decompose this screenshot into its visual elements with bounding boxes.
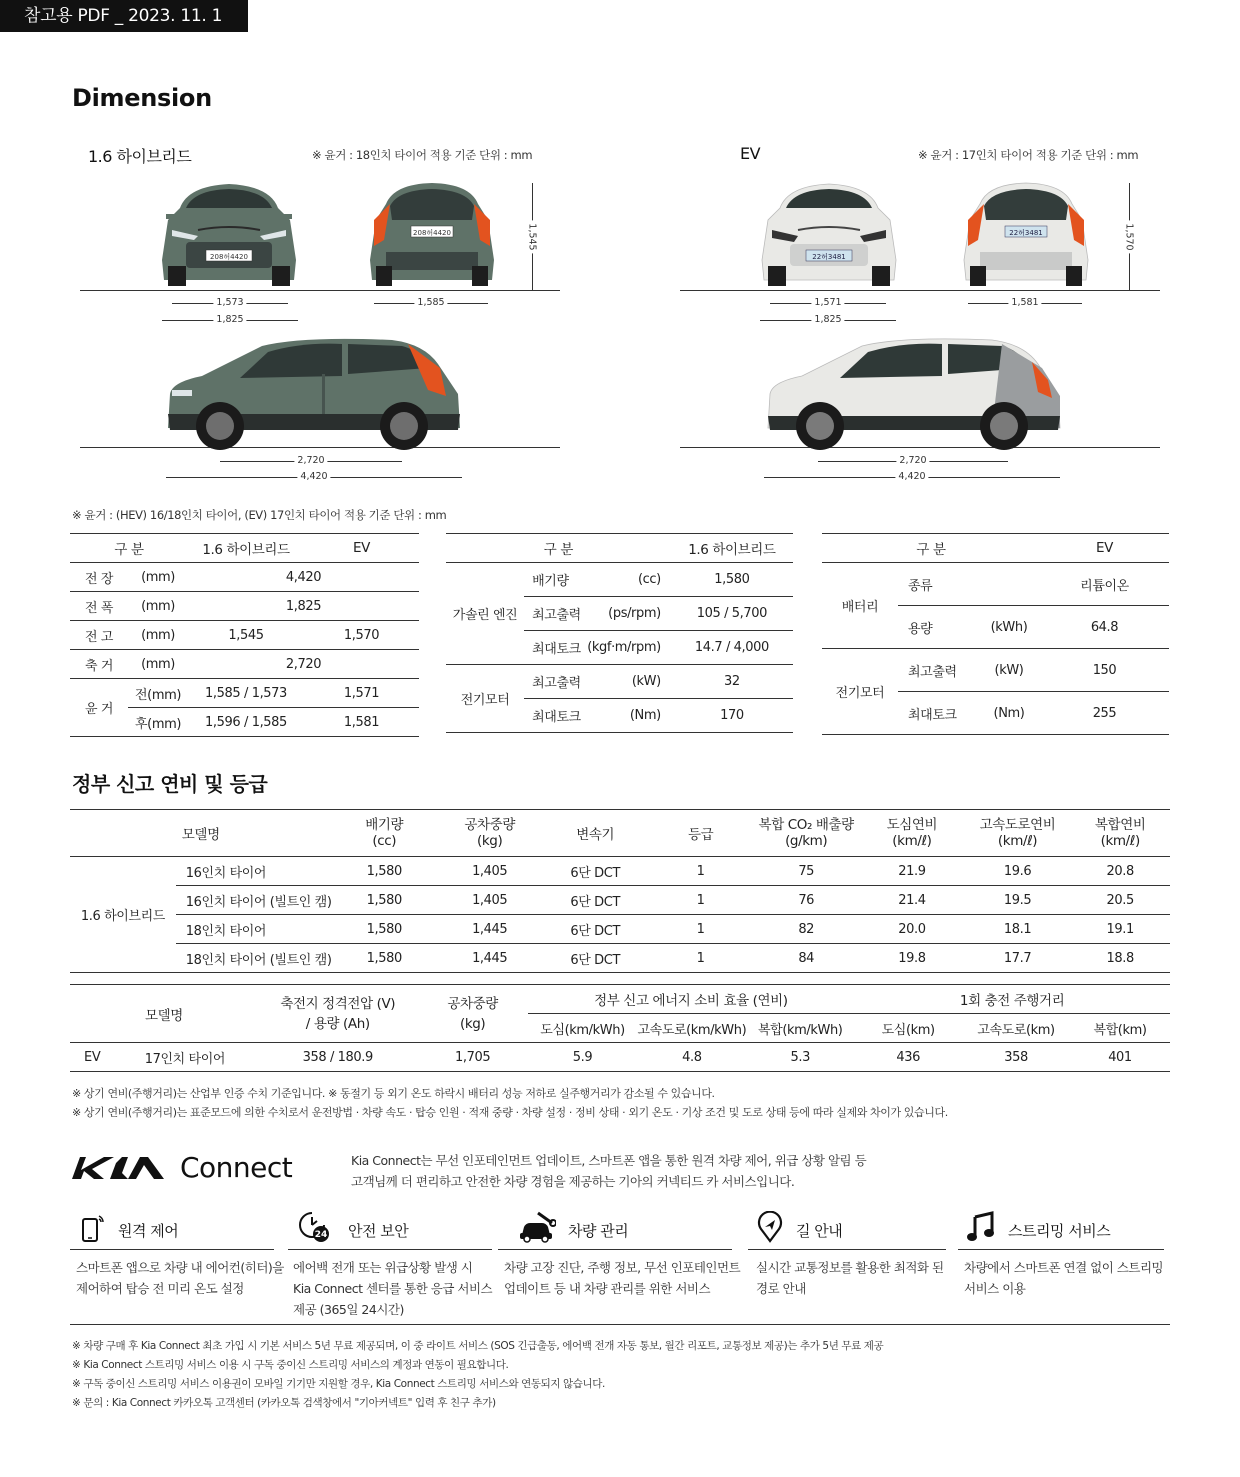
hybrid-front-ground-line <box>80 290 560 291</box>
service-desc-safety: 에어백 전개 또는 위급상황 발생 시 Kia Connect 센터를 통한 응급 서비스 제공 (365일 24시간) <box>293 1260 493 1317</box>
fuel-efficiency-title: 정부 신고 연비 및 등급 <box>72 772 268 796</box>
hybrid-front-plate: 208허4420 <box>210 253 248 261</box>
reference-pdf-badge: 참고용 PDF _ 2023. 11. 1 <box>0 0 248 32</box>
hybrid-wheelbase-dimension: 2,720 <box>220 456 402 466</box>
service-divider <box>498 1249 732 1250</box>
music-note-icon <box>966 1211 996 1243</box>
ev-label: EV <box>740 144 761 163</box>
service-title-vehicle: 차량 관리 <box>568 1222 629 1240</box>
connect-footnote-3: ※ 구독 중이신 스트리밍 서비스 이용권이 모바일 기기만 지원할 경우, Kia Connect 스트리밍 서비스와 연동되지 않습니다. <box>72 1378 605 1390</box>
hybrid-height-dimension: 1,545 <box>527 183 537 290</box>
connect-logo-text: Connect <box>180 1151 293 1184</box>
connect-footnote-4: ※ 문의 : Kia Connect 카카오톡 고객센터 (카카오톡 검색창에서 "기아커넥트" 입력 후 친구 추가) <box>72 1397 496 1409</box>
ev-efficiency-table: 모델명 축전지 정격전압 (V) / 용량 (Ah) 공차중량 (kg) 정부 신고 에너지 소비 효율 (연비) 1회 충전 주행거리 도심(km/kWh) 고속도로(km/kWh) 복합(km/kWh) 도심(km) 고속도로(km) 복합(km) EV 17인치 타이어 358 / 180.9 1,705 5.9 4.8 5.3 436 358 401 <box>70 984 1170 1072</box>
ev-length-dimension: 4,420 <box>764 472 1060 482</box>
service-divider <box>70 1249 274 1250</box>
ev-front-track-dimension: 1,571 <box>770 298 886 308</box>
service-divider <box>958 1249 1164 1250</box>
service-title-remote: 원격 제어 <box>118 1222 179 1240</box>
service-divider <box>288 1249 492 1250</box>
hybrid-front-view-image <box>158 180 300 290</box>
ev-powertrain-table: 구 분 EV 배터리 종류 리튬이온 용량 (kWh) 64.8 전기모터 최고출력 (kW) 150 최대토크 (Nm) 255 <box>822 533 1169 735</box>
efficiency-note-2: ※ 상기 연비(주행거리)는 표준모드에 의한 수치로서 운전방법 · 차량 속도 · 탑승 인원 · 적재 중량 · 차량 설정 · 정비 상태 · 외기 온도 · 기상 조건 및 도로 상태 등에 따라 실제와 차이가 있습니다. <box>72 1106 948 1119</box>
table-header: 구 분 <box>70 534 188 563</box>
hybrid-front-track-dimension: 1,573 <box>172 298 288 308</box>
navigation-pin-icon <box>756 1211 784 1243</box>
table-header: EV <box>304 534 419 563</box>
connect-description-line2: 고객님께 더 편리하고 안전한 차량 경험을 제공하는 기아의 커넥티드 카 서비스입니다. <box>351 1174 795 1189</box>
service-desc-streaming: 차량에서 스마트폰 연결 없이 스트리밍 서비스 이용 <box>964 1260 1164 1296</box>
ev-rear-view-image <box>960 180 1092 290</box>
ev-front-ground-line <box>680 290 1160 291</box>
ev-rear-track-dimension: 1,581 <box>968 298 1082 308</box>
table-row: EV 17인치 타이어 358 / 180.9 1,705 5.9 4.8 5.3 436 358 401 <box>70 1043 1170 1072</box>
hybrid-dim-note: ※ 윤거 : 18인치 타이어 적용 기준 단위 : mm <box>312 148 533 162</box>
svg-text:24: 24 <box>314 1230 328 1240</box>
ev-wheelbase-dimension: 2,720 <box>818 456 1008 466</box>
service-desc-remote: 스마트폰 앱으로 차량 내 에어컨(히터)을 제어하여 탑승 전 미리 온도 설정 <box>76 1260 284 1296</box>
table-header: 1.6 하이브리드 <box>188 534 304 563</box>
service-title-streaming: 스트리밍 서비스 <box>1008 1222 1111 1240</box>
dimension-spec-table: 구 분 1.6 하이브리드 EV 전 장 (mm) 4,420 전 폭 (mm) 1,825 전 고 (mm) 1,545 1,570 축 거 (mm) 2,720 윤 거 전(mm) 1,585 / 1,573 1,571 후(mm) 1,596 / 1,585 1,581 <box>70 533 419 737</box>
hybrid-label: 1.6 하이브리드 <box>88 147 192 166</box>
service-title-navigation: 길 안내 <box>796 1222 843 1240</box>
ev-height-dimension: 1,570 <box>1124 183 1134 290</box>
smartphone-icon <box>80 1213 106 1243</box>
ev-front-plate: 22허3481 <box>812 253 846 261</box>
hybrid-rear-plate: 208허4420 <box>413 229 451 237</box>
service-divider <box>748 1249 946 1250</box>
emergency-24-icon <box>298 1211 330 1243</box>
table-row: 16인치 타이어 (빌트인 캠) 1,580 1,405 6단 DCT 1 76 21.4 19.5 20.5 <box>70 886 1170 915</box>
table-row: 18인치 타이어 1,580 1,445 6단 DCT 1 82 20.0 18.1 19.1 <box>70 915 1170 944</box>
service-title-safety: 안전 보안 <box>348 1222 409 1240</box>
hybrid-length-dimension: 4,420 <box>166 472 462 482</box>
connect-footnote-1: ※ 차량 구매 후 Kia Connect 최초 가입 시 기본 서비스 5년 무료 제공되며, 이 중 라이트 서비스 (SOS 긴급출동, 에어백 전개 자동 통보, 월간 리포트, 교통정보 제공)는 추가 5년 무료 제공 <box>72 1340 884 1352</box>
ev-front-view-image <box>758 180 900 290</box>
service-desc-navigation: 실시간 교통정보를 활용한 최적화 된 경로 안내 <box>756 1260 944 1296</box>
table-row: 18인치 타이어 (빌트인 캠) 1,580 1,445 6단 DCT 1 84 19.8 17.7 18.8 <box>70 944 1170 973</box>
ev-width-dimension: 1,825 <box>760 315 896 325</box>
hybrid-rear-view-image <box>366 180 498 290</box>
kia-logo-icon <box>70 1155 166 1181</box>
hybrid-powertrain-table: 구 분 1.6 하이브리드 가솔린 엔진 배기량 (cc) 1,580 최고출력 (ps/rpm) 105 / 5,700 최대토크 (kgf·m/rpm) 14.7 / 4,000 전기모터 최고출력 (kW) 32 최대토크 (Nm) 170 <box>446 533 793 733</box>
ev-rear-plate: 22허3481 <box>1009 229 1043 237</box>
hybrid-width-dimension: 1,825 <box>162 315 298 325</box>
hybrid-side-view-image <box>162 334 462 450</box>
fuel-efficiency-table: 모델명 배기량 (cc) 공차중량 (kg) 변속기 등급 복합 CO₂ 배출량 (g/km) 도심연비 (km/ℓ) 고속도로연비 (km/ℓ) 복합연비 (km/ℓ) 1.6 하이브리드 16인치 타이어 1,580 1,405 6단 DCT 1 75 21.9 19.6 20.8 16인치 타이어 (빌트인 캠) 1,580 1,405 6단 DCT 1 76 21.4 19.5 20.5 18인치 타이어 1,580 1,445 6단 DCT 1 82 20.0 18.1 19.1 18인치 타이어 (빌트인 캠) 1,580 1,445 6단 DCT 1 84 19.8 17.7 18.8 <box>70 809 1170 973</box>
ev-dim-note: ※ 윤거 : 17인치 타이어 적용 기준 단위 : mm <box>918 148 1139 162</box>
dimension-title: Dimension <box>72 84 212 112</box>
service-desc-vehicle: 차량 고장 진단, 주행 정보, 무선 인포테인먼트 업데이트 등 내 차량 관리를 위한 서비스 <box>504 1260 741 1296</box>
car-wrench-icon <box>518 1211 556 1243</box>
connect-description-line1: Kia Connect는 무선 인포테인먼트 업데이트, 스마트폰 앱을 통한 원격 차량 제어, 위급 상황 알림 등 <box>351 1153 867 1168</box>
tread-note: ※ 윤거 : (HEV) 16/18인치 타이어, (EV) 17인치 타이어 적용 기준 단위 : mm <box>72 508 447 522</box>
hybrid-rear-track-dimension: 1,585 <box>374 298 488 308</box>
efficiency-note-1: ※ 상기 연비(주행거리)는 산업부 인증 수치 기준입니다. ※ 동절기 등 외기 온도 하락시 배터리 성능 저하로 실주행거리가 감소될 수 있습니다. <box>72 1087 715 1100</box>
ev-side-view-image <box>762 334 1062 450</box>
table-row: 1.6 하이브리드 16인치 타이어 1,580 1,405 6단 DCT 1 75 21.9 19.6 20.8 <box>70 857 1170 886</box>
footnote-divider <box>70 1324 1170 1325</box>
connect-footnote-2: ※ Kia Connect 스트리밍 서비스 이용 시 구독 중이신 스트리밍 서비스의 계정과 연동이 필요합니다. <box>72 1359 509 1371</box>
